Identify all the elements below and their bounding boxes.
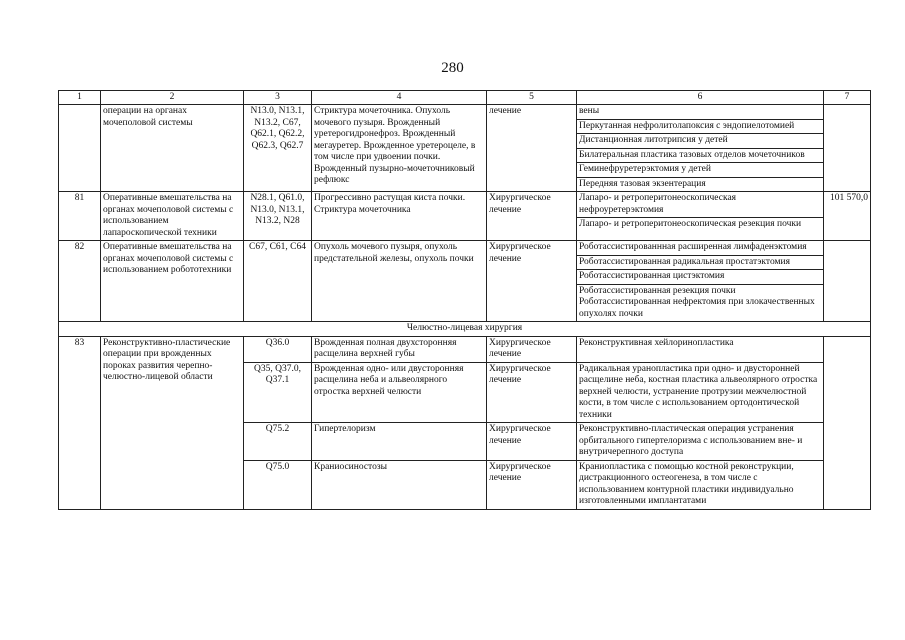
- row-codes: N13.0, N13.1, N13.2, C67, Q62.1, Q62.2, Q62.3, Q62.7: [244, 105, 312, 192]
- row-codes: C67, C61, C64: [244, 241, 312, 322]
- row-methods: [577, 192, 824, 241]
- method-item: Лапаро- и ретроперитонеоскопическая нефроуретерэктомия: [577, 192, 823, 218]
- row-type: Хирургическое лечение: [487, 241, 577, 322]
- method-item: Билатеральная пластика тазовых отделов мочеточников: [577, 149, 823, 164]
- row-methods: [577, 241, 824, 322]
- row-codes: Q35, Q37.0, Q37.1: [244, 362, 312, 423]
- row-number: 83: [59, 336, 101, 509]
- procedures-table: [58, 90, 871, 510]
- method-item: Роботассистированная резекция почки Роботассистированная нефректомия при злокачественных опухолях почки: [579, 285, 815, 319]
- row-method: Радикальная уранопластика при одно- и двусторонней расщелине неба, костная пластика альвеолярного отростка верхней челюсти, устранение протрузии межчелюстной кости, в том числе с использованием ортодонтической техники: [577, 362, 824, 423]
- table-row: [59, 192, 871, 241]
- row-number: [59, 105, 101, 192]
- row-type: Хирургическое лечение: [487, 460, 577, 509]
- row-model: Стриктура мочеточника. Опухоль мочевого пузыря. Врожденный уретерогидронефроз. Врожденный мегауретер. Врожденное уретероцеле, в том числе при удвоении почки. Врожденный пузырно-мочеточниковый рефлюкс: [312, 105, 487, 192]
- method-item: Дистанционная литотрипсия у детей: [577, 134, 823, 149]
- col-header: 5: [487, 91, 577, 105]
- section-title: Челюстно-лицевая хирургия: [59, 322, 871, 337]
- row-method: Краниопластика с помощью костной реконструкции, дистракционного остеогенеза, в том числе с использованием контурной пластики индивидуально изготовленными имплантатами: [577, 460, 824, 509]
- row-name: Оперативные вмешательства на органах мочеполовой системы с использованием лапароскопической техники: [101, 192, 244, 241]
- method-item: Роботассистированнная расширенная лимфаденэктомия: [577, 241, 823, 256]
- row-method: Реконструктивная хейлоринопластика: [577, 336, 824, 362]
- row-price: [824, 336, 871, 509]
- row-type: Хирургическое лечение: [487, 423, 577, 461]
- method-item: вены: [577, 105, 823, 120]
- row-type: Хирургическое лечение: [487, 336, 577, 362]
- row-codes: Q36.0: [244, 336, 312, 362]
- row-codes: N28.1, Q61.0, N13.0, N13.1, N13.2, N28: [244, 192, 312, 241]
- col-header: 6: [577, 91, 824, 105]
- row-method: Реконструктивно-пластическая операция устранения орбитального гипертелоризма с использованием вне- и внутричерепного доступа: [577, 423, 824, 461]
- row-codes: Q75.0: [244, 460, 312, 509]
- col-header: 7: [824, 91, 871, 105]
- method-item: Перкутанная нефролитолапоксия с эндопиелотомией: [577, 120, 823, 135]
- table-row: [59, 105, 871, 192]
- row-name: операции на органах мочеполовой системы: [101, 105, 244, 192]
- row-name: Оперативные вмешательства на органах мочеполовой системы с использованием робототехники: [101, 241, 244, 322]
- row-type: лечение: [487, 105, 577, 192]
- row-type: Хирургическое лечение: [487, 192, 577, 241]
- row-model: Врожденная полная двухсторонняя расщелина верхней губы: [312, 336, 487, 362]
- row-price: [824, 105, 871, 192]
- row-price: 101 570,0: [824, 192, 871, 241]
- table-row: [59, 336, 871, 362]
- method-item: Роботассистированная цистэктомия: [577, 270, 823, 285]
- section-row: [59, 322, 871, 337]
- header-row: [59, 91, 871, 105]
- row-type: Хирургическое лечение: [487, 362, 577, 423]
- row-number: 82: [59, 241, 101, 322]
- row-model: Краниосиностозы: [312, 460, 487, 509]
- row-model: Врожденная одно- или двусторонняя расщелина неба и альвеолярного отростка верхней челюсти: [312, 362, 487, 423]
- row-model: Прогрессивно растущая киста почки. Стриктура мочеточника: [312, 192, 487, 241]
- method-item: Передняя тазовая экзентерация: [579, 178, 706, 189]
- row-price: [824, 241, 871, 322]
- method-item: Роботассистированная радикальная простатэктомия: [577, 256, 823, 271]
- row-name: Реконструктивно-пластические операции при врожденных пороках развития черепно-челюстно-лицевой области: [101, 336, 244, 509]
- page-number: 280: [441, 60, 464, 76]
- row-codes: Q75.2: [244, 423, 312, 461]
- table-row: [59, 241, 871, 322]
- row-model: Гипертелоризм: [312, 423, 487, 461]
- col-header: 2: [101, 91, 244, 105]
- row-number: 81: [59, 192, 101, 241]
- method-item: Лапаро- и ретроперитонеоскопическая резекция почки: [579, 219, 802, 229]
- row-model: Опухоль мочевого пузыря, опухоль предстательной железы, опухоль почки: [312, 241, 487, 322]
- method-item: Геминефруретерэктомия у детей: [577, 163, 823, 178]
- row-methods: [577, 105, 824, 192]
- col-header: 1: [59, 91, 101, 105]
- col-header: 4: [312, 91, 487, 105]
- col-header: 3: [244, 91, 312, 105]
